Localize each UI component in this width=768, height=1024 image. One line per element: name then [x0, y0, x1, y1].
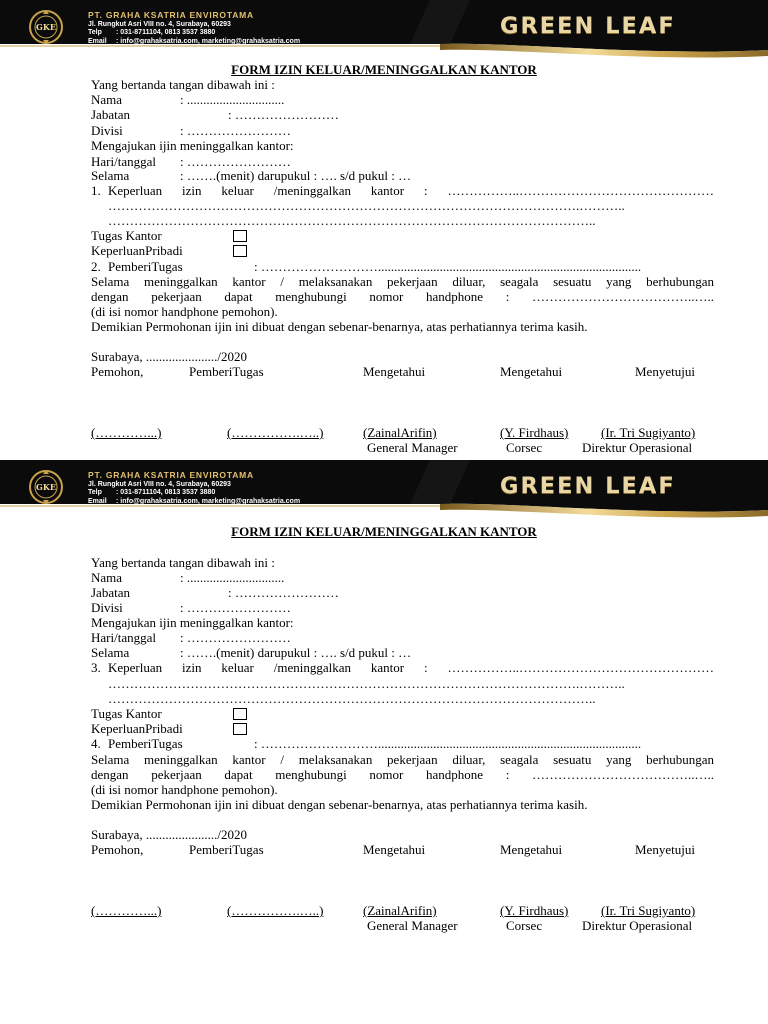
keperluan-pribadi-checkbox[interactable]: [233, 723, 247, 735]
selama-paragraph-line-1: Selama meninggalkan kantor / melaksanakan pekerjaan diluar, seagala sesuatu yang berhubungan: [91, 752, 714, 767]
role-corsec: Corsec: [506, 918, 543, 933]
keperluan-dots-line-1[interactable]: ……………………………………………………………………………………………….………..: [108, 198, 625, 213]
pemberi-tugas-label: PemberiTugas: [108, 259, 183, 274]
divisi-field[interactable]: : ……………………: [180, 123, 291, 138]
intro-text: Yang bertanda tangan dibawah ini :: [91, 555, 275, 570]
signature-name-y-firdhaus: (Y. Firdhaus): [500, 903, 569, 918]
item-1-number: 1.: [91, 183, 101, 198]
place-date[interactable]: Surabaya, ....................../2020: [91, 827, 247, 842]
letterhead: [0, 0, 768, 62]
company-email: Email : info@grahaksatria.com, marketing@grahaksatria.com: [88, 37, 301, 45]
signature-name-zainal-arifin: (ZainalArifin): [363, 425, 437, 440]
jabatan-label: Jabatan: [91, 107, 130, 122]
keperluan-dots-line-2[interactable]: …………………………………………………………………………………………………..: [108, 691, 596, 706]
keperluan-pribadi-checkbox[interactable]: [233, 245, 247, 257]
signature-heading-mengetahui-2: Mengetahui: [500, 842, 563, 857]
company-address: Jl. Rungkut Asri VIII no. 4, Surabaya, 60293: [88, 21, 231, 28]
jabatan-field[interactable]: : ……………………: [228, 585, 339, 600]
letterhead: [0, 460, 768, 522]
hari-tanggal-label: Hari/tanggal: [91, 630, 156, 645]
company-logo: [28, 9, 64, 45]
brand-logo-text: GREEN LEAF: [500, 473, 676, 499]
company-logo: [28, 469, 64, 505]
item-2-number: 2.: [91, 259, 101, 274]
role-general-manager: General Manager: [367, 440, 458, 455]
tugas-kantor-label: Tugas Kantor: [91, 228, 162, 243]
signature-heading-pemohon: Pemohon,: [91, 842, 144, 857]
signature-name-pemberi-tugas[interactable]: (…………….…..): [227, 425, 324, 440]
keperluan-pribadi-label: KeperluanPribadi: [91, 243, 183, 258]
signature-heading-menyetujui: Menyetujui: [635, 364, 695, 379]
signature-name-pemohon[interactable]: (…………...): [91, 903, 162, 918]
signature-name-pemberi-tugas[interactable]: (…………….…..): [227, 903, 324, 918]
company-info: [88, 10, 300, 46]
keperluan-field[interactable]: Keperluan izin keluar /meninggalkan kantor : ……………..………………………………………: [108, 660, 714, 675]
selama-paragraph-line-3: (di isi nomor handphone pemohon).: [91, 304, 278, 319]
jabatan-label: Jabatan: [91, 585, 130, 600]
nama-field[interactable]: : ..............................: [180, 570, 285, 585]
selama-paragraph-line-3: (di isi nomor handphone pemohon).: [91, 782, 278, 797]
company-phone: Telp : 031-8711104, 0813 3537 3880: [88, 29, 216, 37]
role-direktur-operasional: Direktur Operasional: [582, 440, 693, 455]
demikian-text: Demikian Permohonan ijin ini dibuat dengan sebenar-benarnya, atas perhatiannya terima kasih.: [91, 319, 588, 334]
tugas-kantor-label: Tugas Kantor: [91, 706, 162, 721]
tugas-kantor-checkbox[interactable]: [233, 230, 247, 242]
signature-name-y-firdhaus: (Y. Firdhaus): [500, 425, 569, 440]
company-info: [88, 470, 300, 506]
company-address: Jl. Rungkut Asri VIII no. 4, Surabaya, 60293: [88, 481, 231, 488]
signature-name-pemohon[interactable]: (…………...): [91, 425, 162, 440]
divisi-field[interactable]: : ……………………: [180, 600, 291, 615]
keperluan-dots-line-1[interactable]: ……………………………………………………………………………………………….………..: [108, 676, 625, 691]
keperluan-field[interactable]: Keperluan izin keluar /meninggalkan kantor : ……………..………………………………………: [108, 183, 714, 198]
signature-name-tri-sugiyanto: (Ir. Tri Sugiyanto): [601, 903, 696, 918]
signature-heading-menyetujui: Menyetujui: [635, 842, 695, 857]
form-title: FORM IZIN KELUAR/MENINGGALKAN KANTOR: [231, 524, 537, 539]
pemberi-tugas-field[interactable]: : ……………………….................................................................................: [254, 736, 642, 751]
selama-paragraph-line-2: dengan pekerjaan dapat menghubungi nomor handphone : ………………………………..…..: [91, 289, 714, 304]
pemberi-tugas-field[interactable]: : ……………………….................................................................................: [254, 259, 642, 274]
divisi-label: Divisi: [91, 123, 123, 138]
exit-permit-form-2: [0, 460, 768, 938]
company-phone: Telp : 031-8711104, 0813 3537 3880: [88, 489, 216, 497]
nama-field[interactable]: : ..............................: [180, 92, 285, 107]
item-2-number: 4.: [91, 736, 101, 751]
mengajukan-text: Mengajukan ijin meninggalkan kantor:: [91, 615, 294, 630]
signature-heading-mengetahui-2: Mengetahui: [500, 364, 563, 379]
company-name: PT. GRAHA KSATRIA ENVIROTAMA: [88, 10, 254, 20]
selama-label: Selama: [91, 645, 130, 660]
pemberi-tugas-label: PemberiTugas: [108, 736, 183, 751]
jabatan-field[interactable]: : ……………………: [228, 107, 339, 122]
signature-name-tri-sugiyanto: (Ir. Tri Sugiyanto): [601, 425, 696, 440]
svg-text:GKE: GKE: [36, 482, 56, 492]
hari-tanggal-label: Hari/tanggal: [91, 154, 156, 169]
mengajukan-text: Mengajukan ijin meninggalkan kantor:: [91, 138, 294, 153]
brand-logo-text: GREEN LEAF: [500, 13, 676, 39]
signature-heading-pemberi-tugas: PemberiTugas: [189, 842, 264, 857]
company-name: PT. GRAHA KSATRIA ENVIROTAMA: [88, 470, 254, 480]
selama-field[interactable]: : …….(menit) darupukul : …. s/d pukul : …: [180, 645, 412, 660]
selama-paragraph-line-1: Selama meninggalkan kantor / melaksanakan pekerjaan diluar, seagala sesuatu yang berhubungan: [91, 274, 714, 289]
divisi-label: Divisi: [91, 600, 123, 615]
keperluan-dots-line-2[interactable]: …………………………………………………………………………………………………..: [108, 213, 596, 228]
role-corsec: Corsec: [506, 440, 543, 455]
selama-paragraph-line-2: dengan pekerjaan dapat menghubungi nomor handphone : ………………………………..…..: [91, 767, 714, 782]
signature-name-zainal-arifin: (ZainalArifin): [363, 903, 437, 918]
nama-label: Nama: [91, 92, 123, 107]
role-direktur-operasional: Direktur Operasional: [582, 918, 693, 933]
keperluan-pribadi-label: KeperluanPribadi: [91, 721, 183, 736]
svg-text:GKE: GKE: [36, 22, 56, 32]
hari-tanggal-field[interactable]: : ……………………: [180, 630, 291, 645]
place-date[interactable]: Surabaya, ....................../2020: [91, 349, 247, 364]
company-email: Email : info@grahaksatria.com, marketing@grahaksatria.com: [88, 497, 301, 505]
hari-tanggal-field[interactable]: : ……………………: [180, 154, 291, 169]
role-general-manager: General Manager: [367, 918, 458, 933]
demikian-text: Demikian Permohonan ijin ini dibuat dengan sebenar-benarnya, atas perhatiannya terima kasih.: [91, 797, 588, 812]
exit-permit-form-1: [0, 0, 768, 478]
selama-label: Selama: [91, 168, 130, 183]
signature-heading-pemohon: Pemohon,: [91, 364, 144, 379]
selama-field[interactable]: : …….(menit) darupukul : …. s/d pukul : …: [180, 168, 412, 183]
intro-text: Yang bertanda tangan dibawah ini :: [91, 77, 275, 92]
item-1-number: 3.: [91, 660, 101, 675]
nama-label: Nama: [91, 570, 123, 585]
signature-heading-mengetahui-1: Mengetahui: [363, 842, 426, 857]
signature-heading-pemberi-tugas: PemberiTugas: [189, 364, 264, 379]
tugas-kantor-checkbox[interactable]: [233, 708, 247, 720]
form-title: FORM IZIN KELUAR/MENINGGALKAN KANTOR: [231, 62, 537, 77]
signature-heading-mengetahui-1: Mengetahui: [363, 364, 426, 379]
